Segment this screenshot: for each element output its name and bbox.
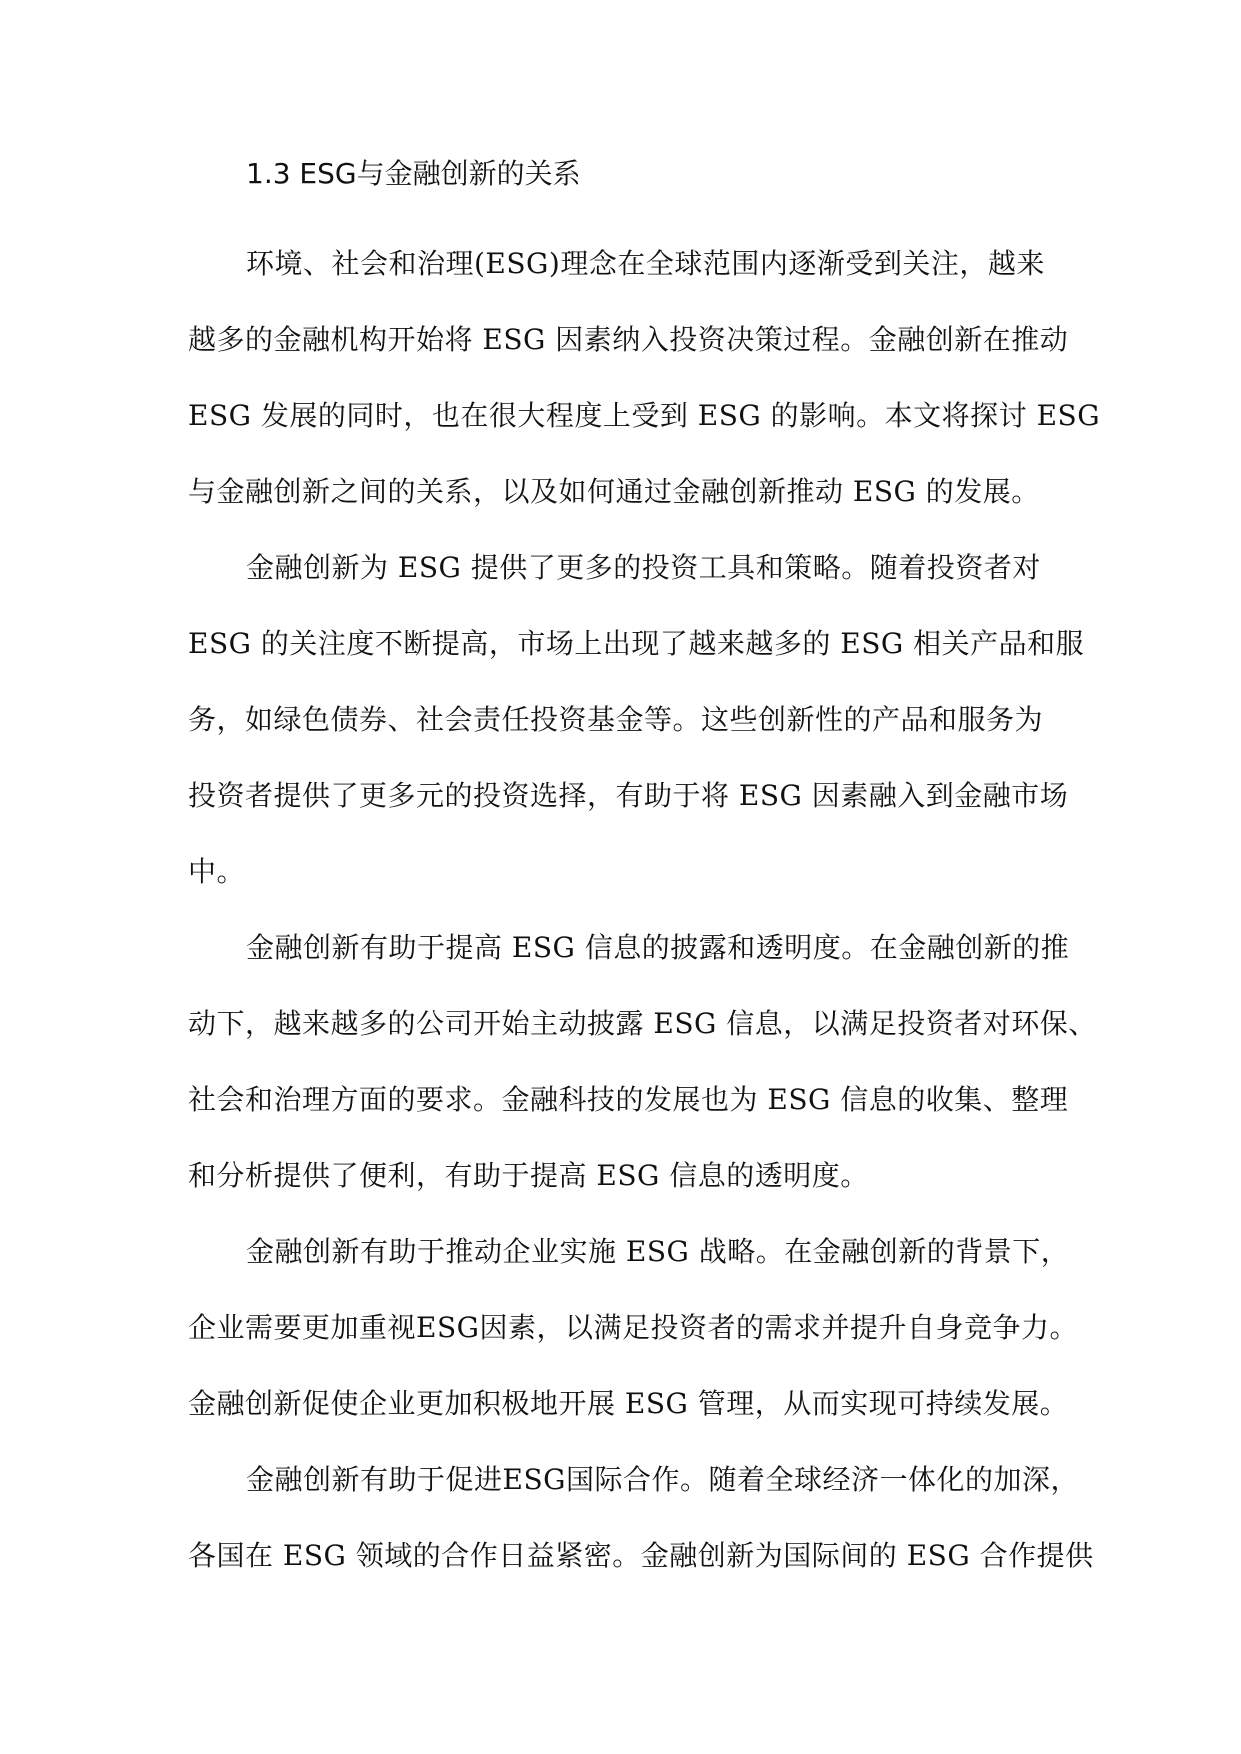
paragraph-line: 社会和治理方面的要求。金融科技的发展也为 ESG 信息的收集、整理 bbox=[188, 1083, 1069, 1116]
paragraph-2 bbox=[188, 530, 1085, 910]
paragraph-line: 和分析提供了便利，有助于提高 ESG 信息的透明度。 bbox=[188, 1159, 869, 1192]
paragraph-line: 各国在 ESG 领域的合作日益紧密。金融创新为国际间的 ESG 合作提供 bbox=[188, 1539, 1094, 1572]
paragraph-line: 动下，越来越多的公司开始主动披露 ESG 信息，以满足投资者对环保、 bbox=[188, 1007, 1097, 1040]
paragraph-line: 中。 bbox=[188, 855, 246, 888]
paragraph-line: 务，如绿色债券、社会责任投资基金等。这些创新性的产品和服务为 bbox=[188, 703, 1044, 736]
paragraph-line: 越多的金融机构开始将 ESG 因素纳入投资决策过程。金融创新在推动 bbox=[188, 323, 1069, 356]
paragraph-line: 企业需要更加重视ESG因素，以满足投资者的需求并提升自身竞争力。 bbox=[188, 1311, 1078, 1344]
paragraph-5 bbox=[188, 1442, 1094, 1594]
paragraph-line: 与金融创新之间的关系，以及如何通过金融创新推动 ESG 的发展。 bbox=[188, 475, 1040, 508]
paragraph-line: 投资者提供了更多元的投资选择，有助于将 ESG 因素融入到金融市场 bbox=[188, 779, 1069, 812]
paragraph-3 bbox=[188, 910, 1097, 1214]
paragraph-line: 金融创新有助于推动企业实施 ESG 战略。在金融创新的背景下， bbox=[246, 1235, 1070, 1268]
section-heading: 1.3 ESG与金融创新的关系 bbox=[246, 157, 581, 190]
paragraph-line: 金融创新促使企业更加积极地开展 ESG 管理，从而实现可持续发展。 bbox=[188, 1387, 1069, 1420]
paragraph-line: 环境、社会和治理(ESG)理念在全球范围内逐渐受到关注，越来 bbox=[246, 247, 1045, 280]
paragraph-line: 金融创新有助于提高 ESG 信息的披露和透明度。在金融创新的推 bbox=[246, 931, 1070, 964]
paragraph-line: 金融创新有助于促进ESG国际合作。随着全球经济一体化的加深， bbox=[246, 1463, 1079, 1496]
paragraph-1 bbox=[188, 226, 1101, 530]
document-body bbox=[188, 150, 1101, 1594]
paragraph-4 bbox=[188, 1214, 1078, 1442]
paragraph-line: ESG 的关注度不断提高，市场上出现了越来越多的 ESG 相关产品和服 bbox=[188, 627, 1085, 660]
paragraph-line: 金融创新为 ESG 提供了更多的投资工具和策略。随着投资者对 bbox=[246, 551, 1041, 584]
paragraph-line: ESG 发展的同时，也在很大程度上受到 ESG 的影响。本文将探讨 ESG bbox=[188, 399, 1101, 432]
